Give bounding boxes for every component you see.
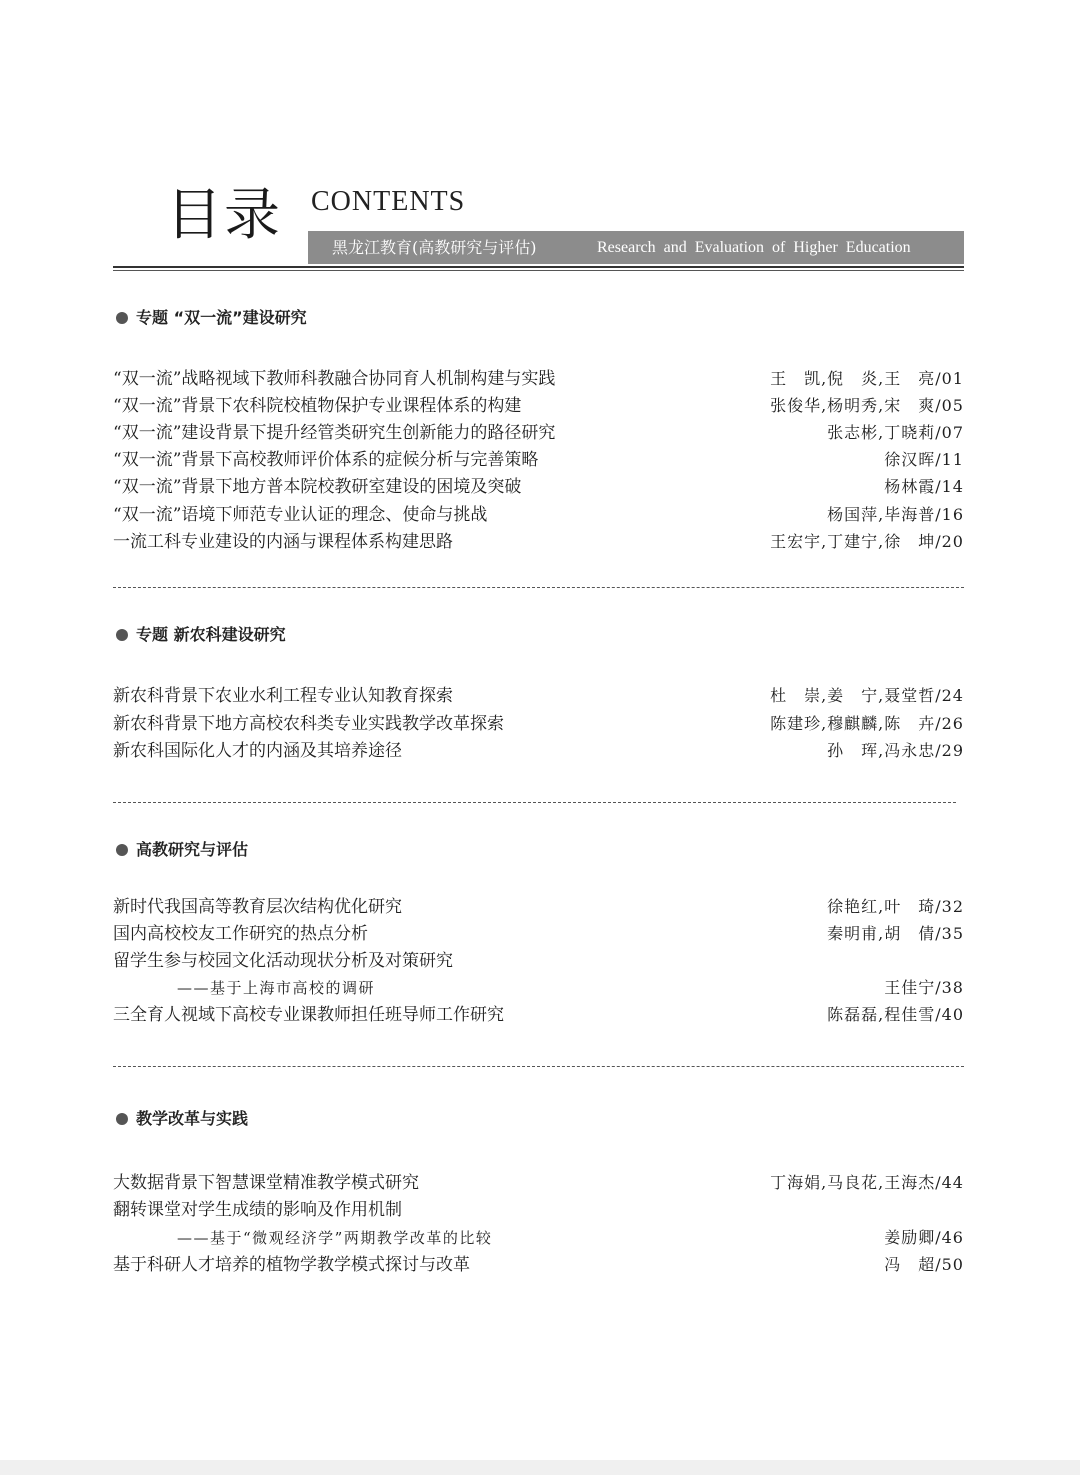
toc-entry-subtitle[interactable] xyxy=(113,1226,964,1250)
entry-authors: 秦明甫,胡 倩/35 xyxy=(827,924,964,943)
entry-authors: 冯 超/50 xyxy=(884,1255,964,1274)
entry-title: 一流工科专业建设的内涵与课程体系构建思路 xyxy=(113,532,453,552)
toc-entry[interactable] xyxy=(113,1198,964,1222)
entry-authors: 陈磊磊,程佳雪/40 xyxy=(827,1005,964,1024)
section-heading xyxy=(116,1107,248,1131)
entry-authors: 徐艳红,叶 琦/32 xyxy=(827,897,964,916)
toc-entry[interactable] xyxy=(113,530,964,554)
section-divider xyxy=(113,802,956,803)
entry-authors: 王 凯,倪 炎,王 亮/01 xyxy=(770,369,964,388)
entry-title: “双一流”背景下高校教师评价体系的症候分析与完善策略 xyxy=(113,450,539,470)
toc-entry[interactable] xyxy=(113,949,964,973)
header-title-en: CONTENTS xyxy=(311,186,466,217)
entry-title: “双一流”语境下师范专业认证的理念、使命与挑战 xyxy=(113,505,488,525)
bullet-icon xyxy=(116,629,128,641)
entry-title: “双一流”背景下地方普本院校教研室建设的困境及突破 xyxy=(113,477,522,497)
entry-subtitle: ——基于“微观经济学”两期教学改革的比较 xyxy=(177,1229,493,1247)
entry-title: 翻转课堂对学生成绩的影响及作用机制 xyxy=(113,1200,402,1220)
section-heading-label: 专题 新农科建设研究 xyxy=(136,625,286,644)
entry-title: 基于科研人才培养的植物学教学模式探讨与改革 xyxy=(113,1255,470,1275)
section-heading xyxy=(116,306,307,330)
entry-authors: 杜 崇,姜 宁,聂堂哲/24 xyxy=(770,686,964,705)
entry-title: 大数据背景下智慧课堂精准教学模式研究 xyxy=(113,1173,419,1193)
header-rule-thick xyxy=(113,266,964,268)
entry-title: 新农科国际化人才的内涵及其培养途径 xyxy=(113,741,402,761)
journal-name-en: Research and Evaluation of Higher Education xyxy=(597,239,911,256)
entry-authors: 张俊华,杨明秀,宋 爽/05 xyxy=(770,396,964,415)
entry-authors: 陈建珍,穆麒麟,陈 卉/26 xyxy=(770,714,964,733)
bullet-icon xyxy=(116,844,128,856)
toc-entry[interactable] xyxy=(113,367,964,391)
entry-authors: 王宏宇,丁建宁,徐 坤/20 xyxy=(770,532,964,551)
bullet-icon xyxy=(116,312,128,324)
entry-subtitle: ——基于上海市高校的调研 xyxy=(177,979,376,997)
entry-authors: 杨国萍,毕海普/16 xyxy=(827,505,964,524)
entry-authors: 徐汉晖/11 xyxy=(884,450,964,469)
toc-entry[interactable] xyxy=(113,394,964,418)
entry-authors: 孙 珲,冯永忠/29 xyxy=(827,741,964,760)
toc-entry[interactable] xyxy=(113,475,964,499)
journal-name-cn: 黑龙江教育(高教研究与评估) xyxy=(332,238,537,257)
toc-entry[interactable] xyxy=(113,503,964,527)
toc-entry[interactable] xyxy=(113,895,964,919)
toc-entry[interactable] xyxy=(113,712,964,736)
entry-title: 留学生参与校园文化活动现状分析及对策研究 xyxy=(113,951,453,971)
header-title-cn: 目录 xyxy=(166,183,282,248)
section-heading xyxy=(116,838,248,862)
entry-authors: 姜励卿/46 xyxy=(884,1228,964,1247)
toc-entry[interactable] xyxy=(113,1003,964,1027)
toc-entry[interactable] xyxy=(113,1171,964,1195)
toc-entry-subtitle[interactable] xyxy=(113,976,964,1000)
toc-entry[interactable] xyxy=(113,1253,964,1277)
entry-authors: 丁海娟,马良花,王海杰/44 xyxy=(770,1173,964,1192)
entry-title: 国内高校校友工作研究的热点分析 xyxy=(113,924,368,944)
toc-entry[interactable] xyxy=(113,421,964,445)
entry-title: “双一流”战略视域下教师科教融合协同育人机制构建与实践 xyxy=(113,369,556,389)
bullet-icon xyxy=(116,1113,128,1125)
toc-entry[interactable] xyxy=(113,739,964,763)
section-divider xyxy=(113,1066,964,1067)
toc-entry[interactable] xyxy=(113,448,964,472)
entry-authors: 张志彬,丁晓莉/07 xyxy=(827,423,964,442)
entry-authors: 王佳宁/38 xyxy=(884,978,964,997)
entry-title: 新农科背景下地方高校农科类专业实践教学改革探索 xyxy=(113,714,504,734)
header-rule-thin xyxy=(113,270,964,271)
page-bottom-strip xyxy=(0,1460,1080,1475)
toc-entry[interactable] xyxy=(113,922,964,946)
entry-title: 新农科背景下农业水利工程专业认知教育探索 xyxy=(113,686,453,706)
entry-title: “双一流”建设背景下提升经管类研究生创新能力的路径研究 xyxy=(113,423,556,443)
entry-title: “双一流”背景下农科院校植物保护专业课程体系的构建 xyxy=(113,396,522,416)
section-heading-label: 教学改革与实践 xyxy=(136,1109,249,1128)
journal-band xyxy=(308,231,964,264)
toc-entry[interactable] xyxy=(113,684,964,708)
entry-title: 三全育人视域下高校专业课教师担任班导师工作研究 xyxy=(113,1005,504,1025)
entry-title: 新时代我国高等教育层次结构优化研究 xyxy=(113,897,402,917)
section-heading xyxy=(116,623,286,647)
section-heading-label: 高教研究与评估 xyxy=(136,840,249,859)
section-heading-label: 专题 “双一流”建设研究 xyxy=(136,308,307,327)
entry-authors: 杨林霞/14 xyxy=(884,477,964,496)
section-divider xyxy=(113,587,964,588)
